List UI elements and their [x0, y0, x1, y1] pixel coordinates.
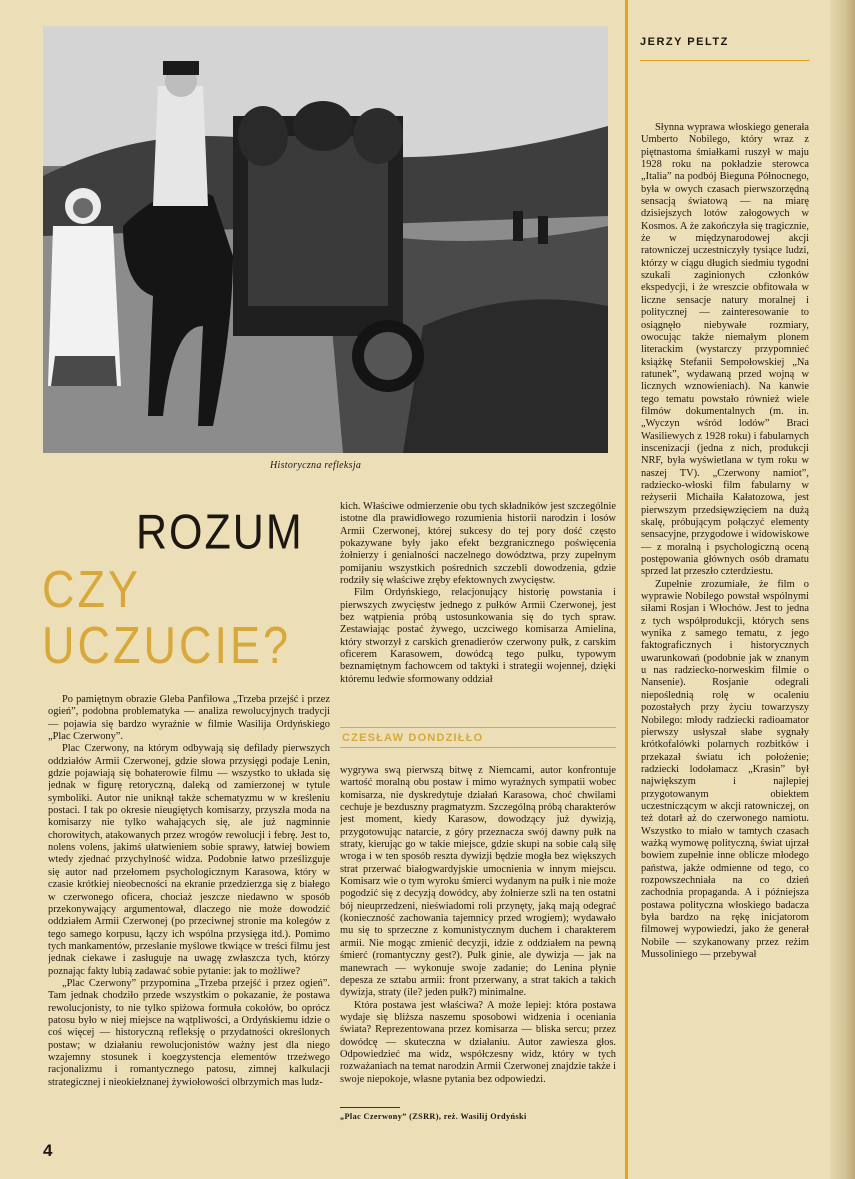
article-column-1 [48, 694, 330, 1152]
sidebar-author-byline: JERZY PELTZ [640, 36, 729, 48]
author-byline: CZESŁAW DONDZIŁŁO [340, 727, 616, 748]
film-credit: „Plac Czerwony” (ZSRR), reż. Wasilij Ordyński [340, 1112, 527, 1121]
headline-line-3: UCZUCIE? [42, 616, 292, 675]
article-column-2-bottom [340, 765, 616, 1127]
photo-illustration [43, 26, 608, 453]
paragraph: Po pamiętnym obrazie Gleba Panfiłowa „Trzeba przejść i przez ogień”, podobna problematyka — analiza rewolucyjnych tradycji — pojawia się bardzo wyraźnie w filmie Wasilija Ordyńskiego „Plac Czerwony”. [48, 694, 330, 743]
divider [340, 1107, 400, 1108]
paragraph: Film Ordyńskiego, relacjonujący historię powstania i pierwszych zwycięstw jednego z pułków Armii Czerwonej, jest bez wątpienia próbą ustosunkowania się do tych spraw. Zestawiając postać żywego, uczciwego komisarza Amielina, który stworzył z carskich grenadierów czerwony pułk, z carskim oficerem Karasowem, dowódcą tego pułku, typowym beznamiętnym fachowcem od taktyki i strategii wojennej, dzięki któremu ledwie sformowany oddział [340, 587, 616, 685]
paragraph: wygrywa swą pierwszą bitwę z Niemcami, autor konfrontuje wartość moralną obu postaw i mimo wyraźnych sympatii wobec komisarza, nie dyskredytuje działań Karasowa, choć chwilami cechuje je bezduszny pragmatyzm. Szczególną próbą charakterów jest moment, kiedy Karasow, dowodzący już dywizją, przygotowując natarcie, z góry przeznacza swój dawny pułk na straty, kierując go w takie miejsce, gdzie skupi na sobie całą siłę wroga i w ten sposób reszta dywizji będzie mogła bez większych strat przerwać białogwardyjskie umocnienia w innym miejscu. Komisarz wie o tym wyroku śmierci wydanym na pułk i nie może pogodzić się z decyzją dowódcy, aby żołnierze szli na ten ostatni bój nieuprzedzeni, nieświadomi roli przynęty, jaką mają odegrać (konieczność zachowania tajemnicy przed wrogiem); wydawało mu się to sprzeczne z komunistycznym duchem i charakterem armii. Nie mogąc zmienić decyzji, idzie z oddziałem na pewną śmierć (romantyczny gest?). Pułk ginie, ale dywizja — jak na manewrach — wykonuje swoje zadanie; do Lenina płynie depesza ze sztabu armii: front przerwany, a strat takich a takich dywizja, straty (ile? jeden pułk?) minimalne. [340, 765, 616, 999]
divider [640, 60, 810, 61]
paragraph: Plac Czerwony, na którym odbywają się defilady pierwszych oddziałów Armii Czerwonej, gdzie słowa przysięgi podaje Lenin, gdzie pojawiają się bohaterowie filmu — wszystko to układa się jednak w figurę retoryczną, daleką od zamierzonej w tytule symboliki. Autor nie uniknął także schematyzmu w w kreśleniu postaci. I tak po okresie nieugiętych komisarzy, przyszła moda na komisarzy nie tylko wahających się, ale już nagminnie chorowitych, atakowanych przez wrogów rewolucji i febrę. Jest to, nolens volens, jakimś ułatwieniem sobie sprawy, łatwiej bowiem wtedy zjednać przychylność widza. Podobnie łatwo prześlizguje się autor nad przełomem psychologicznym Karasowa, który w czasie krótkiej nieobecności na ekranie przedzierzga się z białego w czerwonego oficera, chociaż jeszcze niedawno w sposób przekonywający argumentował, dlaczego nie może dowodzić oddziałem Armii Czerwonej (po przeciwnej stronie ma kolegów z tego samego korpusu, łączy ich wspólna przysięga itd.). Pomimo tych mankamentów, przesłanie myślowe tkwiące w treści filmu jest jednak ciekawe i zasługuje na uwagę zwłaszcza tych, którzy poznając fakty lubią zadawać sobie pytanie: jak to możliwe? [48, 743, 330, 977]
column-separator-rule [625, 0, 628, 1179]
paragraph: kich. Właściwe odmierzenie obu tych składników jest szczególnie istotne dla prawidłowego rozumienia historii narodzin i losów Armii Czerwonej, której sukcesy do tej pory dość często pokazywane były jako efekt bezgranicznego poświęcenia żołnierzy i genialności naczelnego dowództwa, przy zupełnym pomijaniu wszystkich pośrednich szczebli dowodzenia, gdzie rodziły się właściwe zręby efektownych zwycięstw. [340, 501, 616, 587]
sidebar-article-column [641, 122, 809, 1162]
film-still-photo [43, 26, 608, 453]
page-number: 4 [43, 1141, 53, 1160]
paragraph: Która postawa jest właściwa? A może lepiej: która postawa wydaje się bliższa naszemu sposobowi widzenia i oceniania świata? Reprezentowana przez komisarza — bliska sercu; przez dowódcę — skuteczna w działaniu. Autor zawiesza głos. Odpowiedzieć ma widz, współczesny widz, który w tych rozważaniach na temat narodzin Armii Czerwonej znajdzie także i swoje niepokoje, własne pytania bez odpowiedzi. [340, 999, 616, 1085]
paragraph: Zupełnie zrozumiałe, że film o wyprawie Nobilego powstał wspólnymi siłami Rosjan i Włochów. Jest to jedna z tych współprodukcji, których sens wynika z samego tematu, z jego faktograficznych i historycznych uwarunkowań (podobnie jak w znanym u nas radziecko-norweskim filmie o Nansenie). Rosjanie odegrali niepoślednią rolę w ocaleniu pozostałych przy życiu towarzyszy Nobilego: młody radziecki radioamator pierwszy usłyszał słabe sygnały krótkofalówki polarnych rozbitków i przekazał światu ich położenie; radziecki lodołamacz „Krasin” był największym i najlepiej przygotowanym obiektem uczestniczącym w akcji ratowniczej, on też dotarł aż do czerwonego namiotu. Wszystko to miało w tamtych czasach ważką wymowę polityczną, świat ujrzał bowiem zupełnie inne oblicze młodego państwa, jakże odmienne od tego, co rozpowszechniała na co dzień zachodnia propaganda. A i późniejsza postawa polityczna włoskiego badacza była bardzo na rękę inicjatorom filmowej wypowiedzi, jako że generał Nobile — szykanowany przez reżim Mussoliniego — przebywał [641, 578, 809, 961]
article-column-2-top [340, 501, 616, 721]
photo-caption: Historyczna refleksja [270, 460, 362, 471]
paragraph: Słynna wyprawa włoskiego generała Umberto Nobilego, który wraz z piętnastoma śmiałkami ruszył w maju 1928 roku na pokładzie sterowca „Italia” na podbój Bieguna Północnego, była w owych czasach pierwszorzędną sensacją światową — na miarę dzisiejszych lotów załogowych w Kosmos. A że zakończyła się tragicznie, że w międzynarodowej akcji ratowniczej uczestniczyły tysiące ludzi, którzy w ciągu długich siedmiu tygodni szukali zaginionych członków ekspedycji, i że wreszcie obfitowała w liczne sensacje natury moralnej i politycznej — zainteresowanie to osiągnęło niebywałe rozmiary, owocując także niemałym plonem literackim (wystarczy przypomnieć książkę Stefanii Sempołowskiej „Na ratunek”, wydawaną przed wojną w licznych wznowieniach). Na kanwie tego tematu powstało również wiele filmów dokumentalnych (m. in. „Wyczyn wśród lodów” Braci Wasiliewych z 1928 roku) i fabularnych inscenizacji (jedna z nich, produkcji NRF, była wyświetlana w tym roku w naszej TV). „Czerwony namiot”, radziecko-włoski film fabularny w reżyserii Michaiła Kałatozowa, jest pierwszym przedsięwzięciem na dużą skalę, próbującym połączyć elementy sensacyjne, przygodowe i widowiskowe — z moralną i psychologiczną oceną postępowania głównych osób dramatu sprzed lat przeszło czterdziestu. [641, 122, 809, 578]
headline-line-2: CZY [42, 560, 141, 619]
page-spine [830, 0, 855, 1179]
paragraph: „Plac Czerwony” przypomina „Trzeba przejść i przez ogień”. Tam jednak chodziło przede wszystkim o pokazanie, że postawa rewolucjonisty, to nie tylko spiżowa formuła cokołów, bo oprócz patosu było w niej miejsce na wątpliwości, a Ordyńskiemu idzie o coś więcej — historyczną refleksję o przydatności określonych postaw; w działaniu rewolucjonistów ważny jest dla niego wzajemny stosunek i koegzystencja elementów trzeźwego racjonalizmu i romantycznego patosu, zimnej kalkulacji strategicznej i nieokiełznanej żywiołowości olbrzymich mas ludz- [48, 977, 330, 1088]
headline-line-1: ROZUM [136, 505, 304, 561]
